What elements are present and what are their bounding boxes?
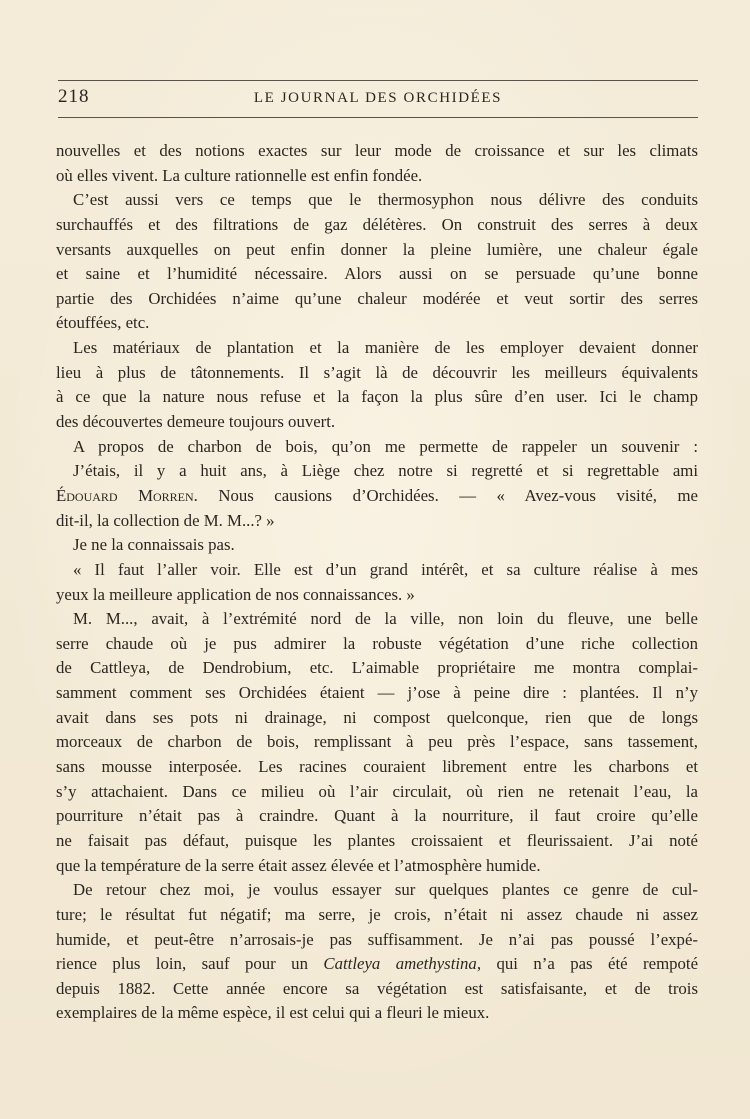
text-line: yeux la meilleure application de nos connaissances. » (56, 584, 415, 604)
text-line: samment comment ses Orchidées étaient — j’ose à peine dire : plantées. Il n’y (56, 683, 698, 703)
text-line: surchauffés et des filtrations de gaz délétères. On construit des serres à deux (56, 214, 698, 234)
text-line: partie des Orchidées n’aime qu’une chaleur modérée et veut sortir des serres (56, 288, 698, 308)
text-line: que la température de la serre était assez élevée et l’atmosphère humide. (56, 855, 541, 875)
page-number: 218 (58, 86, 90, 107)
text-line: étouffées, etc. (56, 313, 150, 333)
text-span: . Nous causions d’Orchidées. — « Avez-vous visité, me (193, 485, 698, 505)
header-top-rule (58, 80, 698, 81)
text-line: « Il faut l’aller voir. Elle est d’un grand intérêt, et sa culture réalise à mes (73, 559, 698, 579)
text-line: dit-il, la collection de M. M...? » (56, 510, 275, 530)
text-line: s’y attachaient. Dans ce milieu où l’air circulait, où rien ne retenait l’eau, la (56, 781, 698, 801)
text-line (56, 952, 698, 977)
text-line: Je ne la connaissais pas. (73, 535, 235, 555)
text-span: rience plus loin, sauf pour un (56, 954, 324, 974)
text-line: lieu à plus de tâtonnements. Il s’agit là de découvrir les meilleurs équivalents (56, 362, 698, 382)
text-span: , qui n’a pas été rempoté (476, 954, 698, 974)
text-line: De retour chez moi, je voulus essayer sur quelques plantes ce genre de cul- (73, 880, 698, 900)
text-line: avait dans ses pots ni drainage, ni compost quelconque, rien que de longs (56, 707, 698, 727)
text-line: Les matériaux de plantation et la manière de les employer devaient donner (73, 338, 698, 358)
text-line: J’étais, il y a huit ans, à Liège chez notre si regretté et si regrettable ami (73, 461, 698, 481)
text-line: sans mousse interposée. Les racines couraient librement entre les charbons et (56, 757, 698, 777)
species-name: Cattleya amethystina (323, 954, 477, 974)
text-line: morceaux de charbon de bois, remplissant à peu près l’espace, sans tassement, (56, 732, 698, 752)
text-line: ne faisait pas défaut, puisque les plantes croissaient et fleurissaient. J’ai noté (56, 830, 698, 850)
text-line: où elles vivent. La culture rationnelle est enfin fondée. (56, 165, 423, 185)
text-line: ture; le résultat fut négatif; ma serre, je crois, n’était ni assez chaude ni assez (56, 904, 698, 924)
text-line: M. M..., avait, à l’extrémité nord de la ville, non loin du fleuve, une belle (73, 609, 698, 629)
text-line: de Cattleya, de Dendrobium, etc. L’aimable propriétaire me montra complai- (56, 658, 698, 678)
text-line: pourriture n’était pas à craindre. Quant à la nourriture, il faut croire qu’elle (56, 806, 698, 826)
text-line: depuis 1882. Cette année encore sa végétation est satisfaisante, et de trois (56, 978, 698, 998)
text-line: et saine et l’humidité nécessaire. Alors aussi on se persuade qu’une bonne (56, 264, 698, 284)
text-line: à ce que la nature nous refuse et la façon la plus sûre d’en user. Ici le champ (56, 387, 698, 407)
page-header (58, 86, 698, 112)
text-line: A propos de charbon de bois, qu’on me permette de rappeler un souvenir : (73, 436, 698, 456)
text-line: humide, et peut-être n’arrosais-je pas suffisamment. Je n’ai pas poussé l’expé- (56, 929, 698, 949)
author-name: Édouard Morren (56, 485, 194, 505)
text-line: C’est aussi vers ce temps que le thermosyphon nous délivre des conduits (73, 190, 698, 210)
text-line: versants auxquelles on peut enfin donner la pleine lumière, une chaleur égale (56, 239, 698, 259)
header-bottom-rule (58, 117, 698, 118)
text-line: exemplaires de la même espèce, il est celui qui a fleuri le mieux. (56, 1003, 490, 1023)
text-line: des découvertes demeure toujours ouvert. (56, 412, 336, 432)
text-line: nouvelles et des notions exactes sur leur mode de croissance et sur les climats (56, 141, 698, 160)
text-line: serre chaude où je pus admirer la robuste végétation d’une riche collection (56, 633, 698, 653)
article-body (56, 139, 698, 1026)
text-line (56, 484, 698, 509)
running-head: LE JOURNAL DES ORCHIDÉES (253, 90, 503, 106)
